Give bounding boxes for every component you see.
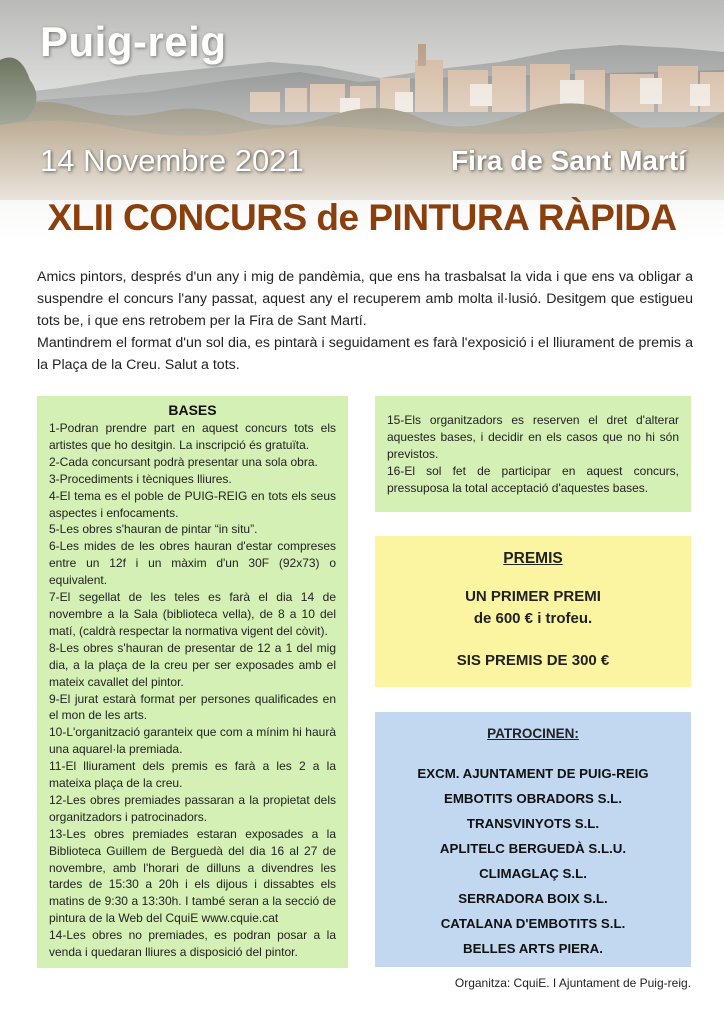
town-name: Puig-reig xyxy=(40,18,227,65)
sponsor-item: CLIMAGLAÇ S.L. xyxy=(479,866,587,881)
other-prizes: SIS PREMIS DE 300 € xyxy=(456,652,610,669)
sponsors-box xyxy=(375,712,691,967)
first-prize-amount: de 600 € i trofeu. xyxy=(473,610,593,627)
rule-item: 10-L'organització garanteix que com a mínim hi haurà una aquarel·la premiada. xyxy=(49,725,336,757)
event-date: 14 Novembre 2021 xyxy=(40,143,304,178)
sponsor-item: CATALANA D'EMBOTITS S.L. xyxy=(440,916,626,931)
organizer-credit: Organitza: CquiE. I Ajuntament de Puig-reig. xyxy=(454,976,691,990)
sponsor-item: EMBOTITS OBRADORS S.L. xyxy=(443,791,623,806)
rule-item: 1-Podran prendre part en aquest concurs tots els artistes que ho desitgin. La inscripció és gratuïta. xyxy=(49,421,336,452)
sponsor-item: APLITELC BERGUEDÀ S.L.U. xyxy=(439,841,627,856)
event-name: Fira de Sant Martí xyxy=(451,145,686,176)
sponsor-item: EXCM. AJUNTAMENT DE PUIG-REIG xyxy=(417,766,649,781)
rule-item: 4-El tema es el poble de PUIG-REIG en tots els seus aspectes i enfocaments. xyxy=(49,488,336,520)
rule-item: 8-Les obres s'hauran de presentar de 12 a 1 del mig dia, a la plaça de la creu per ser exposades amb el mateix cavallet del pintor. xyxy=(49,640,336,689)
rule-item: 3-Procediments i tècniques lliures. xyxy=(49,471,232,486)
rule-item: 16-El sol fet de participar en aquest concurs, pressuposa la total acceptació d'aquestes bases. xyxy=(387,463,679,495)
rule-item: 5-Les obres s'hauran de pintar “in situ”. xyxy=(49,522,258,537)
rule-item: 6-Les mides de les obres hauran d'estar compreses entre un 12f i un màxim d'un 30F (92x73) o equivalent. xyxy=(49,539,336,588)
rule-item: 11-El lliurament dels premis es farà a les 2 a la mateixa plaça de la creu. xyxy=(49,759,336,791)
sponsors-heading: PATROCINEN: xyxy=(487,726,579,741)
prizes-heading: PREMIS xyxy=(503,550,563,567)
intro-paragraph: Mantindrem el format d'un sol dia, es pintarà i seguidament es farà l'exposició i el lliurament de premis a la Plaça de la Creu. Salut a tots. xyxy=(37,335,693,373)
bases-box xyxy=(37,396,348,968)
rule-item: 12-Les obres premiades passaran a la propietat dels organitzadors i patrocinadors. xyxy=(49,792,336,824)
intro-text xyxy=(37,266,693,376)
first-prize-label: UN PRIMER PREMI xyxy=(465,588,601,605)
rule-item: 13-Les obres premiades estaran exposades a la Biblioteca Guillem de Berguedà del dia 16 al 27 de novembre, amb l'horari de dilluns a divendres les tardes de 15:30 a 20h i els dijous i dissabtes els matins de 9:30 a 13:30h. I també seran a la secció de pintura de la Web del CquiE www.cquie.cat xyxy=(49,826,336,926)
sponsor-item: SERRADORA BOIX S.L. xyxy=(458,891,608,906)
rule-item: 7-El segellat de les teles es farà el dia 14 de novembre a la Sala (biblioteca vella), de 8 a 10 del matí, (caldrà respectar la normativa vigent del còvit). xyxy=(49,590,336,638)
rule-item: 9-El jurat estarà format per persones qualificades en el mon de les arts. xyxy=(49,691,336,723)
intro-paragraph: Amics pintors, després d'un any i mig de pandèmia, que ens ha trasbalsat la vida i que ens va obligar a suspendre el concurs l'any passat, aquest any el recuperem amb molta il·lusió. Desitgem que estigueu tots be, i que ens retrobem per la Fira de Sant Martí. xyxy=(37,269,693,329)
contest-title: XLII CONCURS de PINTURA RÀPIDA xyxy=(47,197,677,238)
rule-item: 2-Cada concursant podrà presentar una sola obra. xyxy=(49,454,318,469)
bases-continued-box xyxy=(375,396,691,512)
prizes-box xyxy=(375,536,691,687)
sponsor-item: BELLES ARTS PIERA. xyxy=(463,941,603,956)
header-banner xyxy=(0,0,724,240)
rule-item: 14-Les obres no premiades, es podran posar a la venda i quedaran lliures a disposició del pintor. xyxy=(49,928,336,960)
bases-title: BASES xyxy=(168,402,217,418)
sponsor-item: TRANSVINYOTS S.L. xyxy=(466,816,600,831)
rule-item: 15-Els organitzadors es reserven el dret d'alterar aquestes bases, i decidir en els casos que no hi són previstos. xyxy=(387,413,679,461)
